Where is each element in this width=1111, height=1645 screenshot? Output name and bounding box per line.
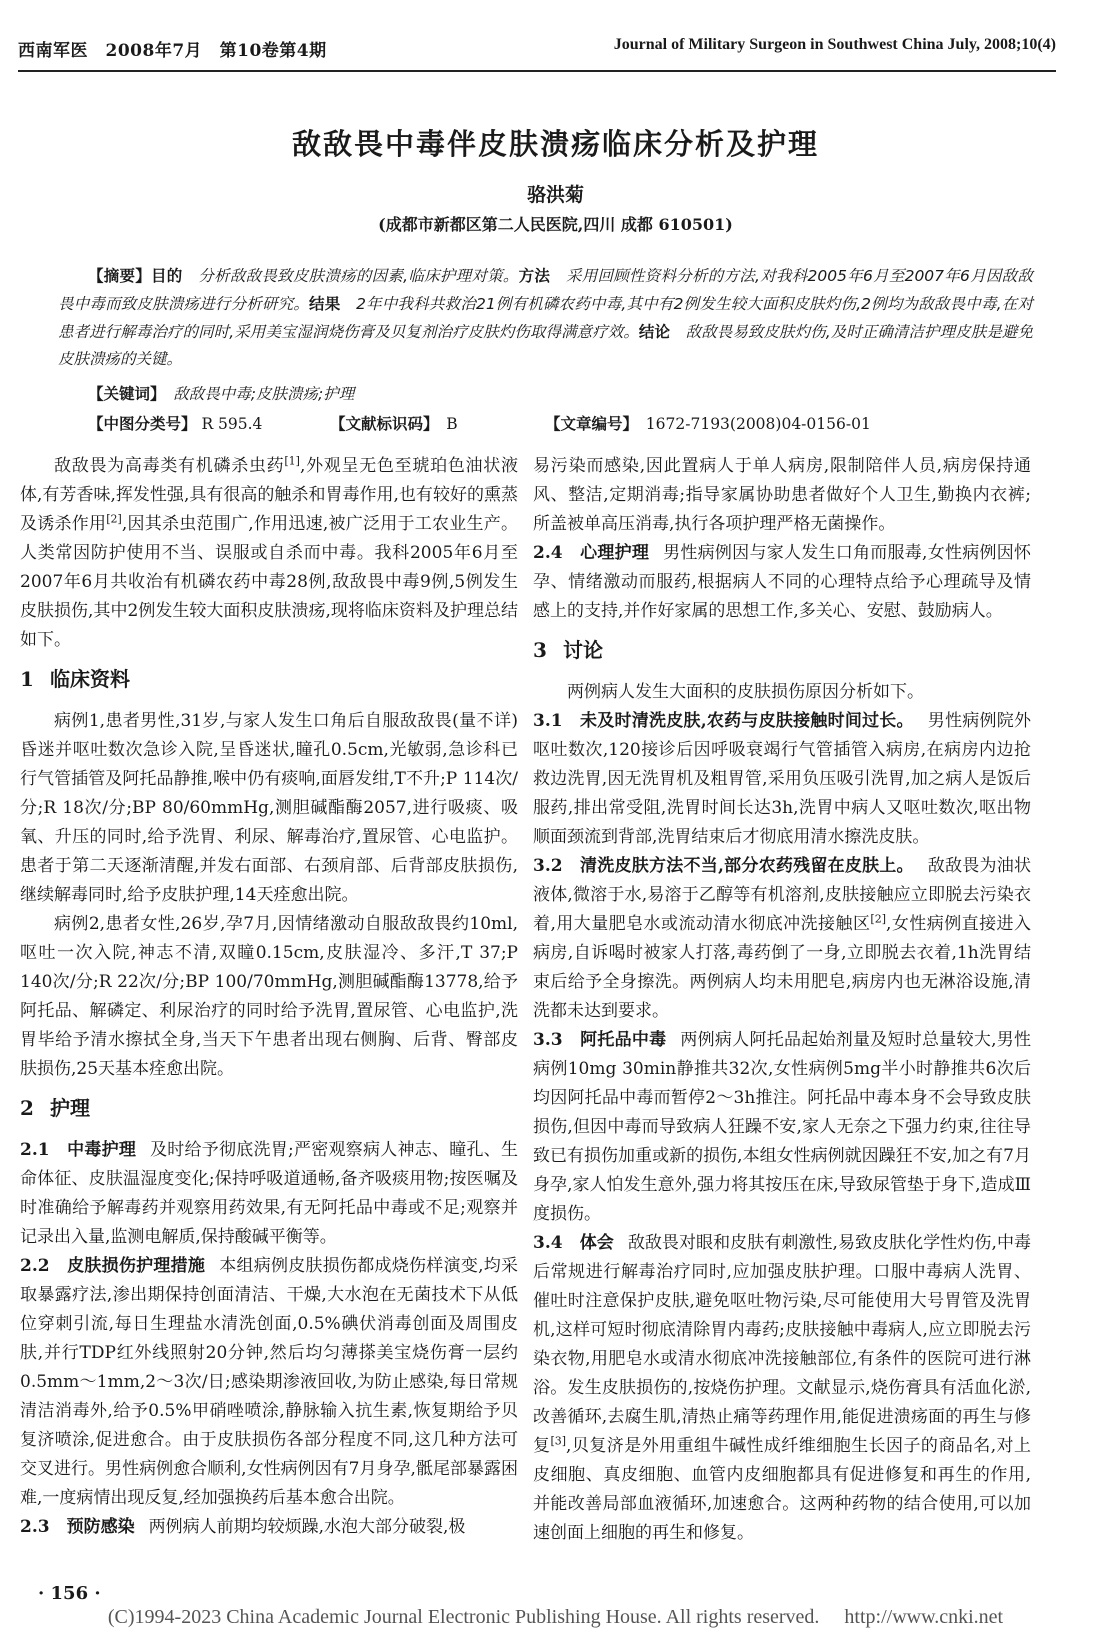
affiliation: (成都市新都区第二人民医院,四川 成都 610501) xyxy=(378,215,733,234)
para-2-4: 2.4 心理护理 男性病例因与家人发生口角而服毒,女性病例因怀孕、情绪激动而服药,根据病人不同的心理特点给予心理疏导及情感上的支持,并作好家属的思想工作,多关心、安慰、鼓励病人。 xyxy=(533,543,1032,621)
clc-value: R 595.4 xyxy=(201,415,263,433)
page-number: · 156 · xyxy=(38,1583,101,1604)
method-text: 采用回顾性资料分析的方法,对我科2005年6月至2007年6月因敌敌畏中毒而致皮肤溃疡进行分析研究。 xyxy=(58,267,1033,313)
case-1: 病例1,患者男性,31岁,与家人发生口角后自服敌敌畏(量不详)昏迷并呕吐数次急诊入院,呈昏迷状,瞳孔0.5cm,光敏弱,急诊科已行气管插管及阿托品静推,喉中仍有痰响,面唇发绀,T不升;P 114次/分;R 18次/分;BP 80/60mmHg,测胆碱酯酶2057,进行吸痰、吸氧、升压的同时,给予洗胃、利尿、解毒治疗,置尿管、心电监护。患者于第二天逐渐清醒,并发右面部、右颈肩部、后背部皮肤损伤,继续解毒同时,给予皮肤护理,14天痊愈出院。 xyxy=(20,711,518,905)
para-3-3: 3.3 阿托品中毒 两例病人阿托品起始剂量及短时总量较大,男性病例10mg 30min静推共32次,女性病例5mg半小时静推共6次后均因阿托品中毒而暂停2～3h推注。阿托品中毒本身不会导致皮肤损伤,但因中毒而导致病人狂躁不安,家人无奈之下强力约束,往往导致已有损伤加重或新的损伤,本组女性病例就因躁狂不安,加之有7月身孕,家人怕发生意外,强力将其按压在床,导致尿管垫于身下,造成Ⅲ度损伤。 xyxy=(533,1030,1032,1224)
journal-header-right: Journal of Military Surgeon in Southwest China July, 2008;10(4) xyxy=(613,36,1056,53)
abstract-label: 【摘要】 xyxy=(88,266,152,285)
citation-2: [2] xyxy=(106,512,122,526)
discussion-intro: 两例病人发生大面积的皮肤损伤原因分析如下。 xyxy=(567,682,924,702)
copyright-footer: (C)1994-2023 China Academic Journal Electronic Publishing House. All rights reserved. http://www.cnki.net xyxy=(107,1606,1004,1628)
keywords-text: 敌敌畏中毒;皮肤溃疡;护理 xyxy=(173,385,355,403)
keywords xyxy=(88,382,354,404)
intro-paragraph: 敌敌畏为高毒类有机磷杀虫药[1],外观呈无色至琥珀色油状液体,有芳香味,挥发性强,具有很高的触杀和胃毒作用,也有较好的熏蒸及诱杀作用[2],因其杀虫范围广,作用迅速,被广泛用于工农业生产。人类常因防护使用不当、误服或自杀而中毒。我科2005年6月至2007年6月共收治有机磷农药中毒28例,敌敌畏中毒9例,5例发生皮肤损伤,其中2例发生较大面积皮肤溃疡,现将临床资料及护理总结如下。 xyxy=(20,454,519,650)
header-rule xyxy=(18,70,1056,72)
art-label: 【文章编号】 xyxy=(545,414,631,433)
section-3-heading: 3 讨论 xyxy=(533,638,603,662)
citation-1: [1] xyxy=(284,454,300,468)
citation-2b: [2] xyxy=(870,912,886,926)
section-2-heading: 2 护理 xyxy=(20,1096,90,1120)
author: 骆洪菊 xyxy=(526,184,584,206)
purpose-label: 目的 xyxy=(151,266,183,285)
result-label: 结果 xyxy=(309,294,341,313)
keywords-label: 【关键词】 xyxy=(88,384,158,403)
clc-label: 【中图分类号】 xyxy=(88,414,197,433)
left-column xyxy=(20,452,518,1542)
conclusion-text: 敌敌畏易致皮肤灼伤,及时正确清洁护理皮肤是避免皮肤溃疡的关键。 xyxy=(58,323,1033,368)
method-label: 方法 xyxy=(518,266,551,285)
section-1-heading: 1 临床资料 xyxy=(20,667,130,691)
result-text: 2年中我科共救治21例有机磷农药中毒,其中有2例发生较大面积皮肤灼伤,2例均为敌敌畏中毒,在对患者进行解毒治疗的同时,采用美宝湿润烧伤膏及贝复剂治疗皮肤灼伤取得满意疗效。 xyxy=(58,295,1033,341)
doc-label: 【文献标识码】 xyxy=(330,414,431,433)
clc-number xyxy=(88,412,262,434)
doc-value: B xyxy=(446,415,458,433)
para-2-2: 2.2 皮肤损伤护理措施 本组病例皮肤损伤都成烧伤样演变,均采取暴露疗法,渗出期保持创面清洁、干燥,大水泡在无菌技术下从低位穿刺引流,每日生理盐水清洗创面,0.5%碘伏消毒创面及周围皮肤,并行TDP红外线照射20分钟,然后均匀薄搽美宝烧伤膏一层约0.5mm～1mm,2～3次/日;感染期渗液回收,为防止感染,每日常规清洁消毒外,给予0.5%甲硝唑喷涂,静脉输入抗生素,恢复期给予贝复济喷涂,促进愈合。由于皮肤损伤各部分程度不同,这几种方法可交叉进行。男性病例愈合顺利,女性病例因有7月身孕,骶尾部暴露困难,一度病情出现反复,经加强换药后基本愈合出院。 xyxy=(20,1256,519,1508)
para-2-3-cont: 易污染而感染,因此置病人于单人病房,限制陪伴人员,病房保持通风、整洁,定期消毒;指导家属协助患者做好个人卫生,勤换内衣裤;所盖被单高压消毒,执行各项护理严格无菌操作。 xyxy=(533,456,1031,534)
abstract xyxy=(58,262,1033,373)
art-value: 1672-7193(2008)04-0156-01 xyxy=(645,415,871,433)
conclusion-label: 结论 xyxy=(638,322,671,341)
article-number xyxy=(545,412,871,434)
article-title: 敌敌畏中毒伴皮肤溃疡临床分析及护理 xyxy=(291,127,819,161)
journal-header-left: 西南军医 2008年7月 第10卷第4期 xyxy=(18,41,327,61)
para-3-4: 3.4 体会 敌敌畏对眼和皮肤有刺激性,易致皮肤化学性灼伤,中毒后常规进行解毒治疗同时,应加强皮肤护理。口服中毒病人洗胃、催吐时注意保护皮肤,避免呕吐物污染,尽可能使用大号胃管及洗胃机,这样可短时彻底清除胃内毒药;皮肤接触中毒病人,应立即脱去污染衣物,用肥皂水或清水彻底冲洗接触部位,有条件的医院可进行淋浴。发生皮肤损伤的,按烧伤护理。文献显示,烧伤膏具有活血化淤,改善循环,去腐生肌,清热止痛等药理作用,能促进溃疡面的再生与修复[3],贝复济是外用重组牛碱性成纤维细胞生长因子的商品名,对上皮细胞、真皮细胞、血管内皮细胞都具有促进修复和再生的作用,并能改善局部血液循环,加速愈合。这两种药物的结合使用,可以加速创面上细胞的再生和修复。 xyxy=(533,1233,1031,1543)
purpose-text: 分析敌敌畏致皮肤溃疡的因素,临床护理对策。 xyxy=(198,267,519,285)
case-2: 病例2,患者女性,26岁,孕7月,因情绪激动自服敌敌畏约10ml,呕吐一次入院,神志不清,双瞳0.15cm,皮肤湿冷、多汗,T 37;P 140次/分;R 22次/分;BP 100/70mmHg,测胆碱酯酶13778,给予阿托品、解磷定、利尿治疗的同时给予洗胃,置尿管、心电监护,洗胃毕给予清水擦拭全身,当天下午患者出现右侧胸、后背、臀部皮肤损伤,25天基本痊愈出院。 xyxy=(20,914,518,1079)
document-code xyxy=(330,412,458,434)
right-column xyxy=(533,452,1031,1548)
para-3-2: 3.2 清洗皮肤方法不当,部分农药残留在皮肤上。 敌敌畏为油状液体,微溶于水,易溶于乙醇等有机溶剂,皮肤接触应立即脱去污染衣着,用大量肥皂水或流动清水彻底冲洗接触区[2],女性病例直接进入病房,自诉喝时被家人打落,毒药倒了一身,立即脱去衣着,1h洗胃结束后给予全身擦洗。两例病人均未用肥皂,病房内也无淋浴设施,清洗都未达到要求。 xyxy=(533,856,1032,1021)
citation-3: [3] xyxy=(550,1434,567,1448)
para-3-1: 3.1 未及时清洗皮肤,农药与皮肤接触时间过长。 男性病例院外呕吐数次,120接诊后因呼吸衰竭行气管插管入病房,在病房内边抢救边洗胃,因无洗胃机及粗胃管,采用负压吸引洗胃,加之病人是饭后服药,排出常受阻,洗胃时间长达3h,洗胃中病人又呕吐数次,呕出物顺面颈流到背部,洗胃结束后才彻底用清水擦洗皮肤。 xyxy=(533,711,1032,847)
para-2-3: 2.3 预防感染 两例病人前期均较烦躁,水泡大部分破裂,极 xyxy=(20,1517,466,1537)
para-2-1: 2.1 中毒护理 及时给予彻底洗胃;严密观察病人神志、瞳孔、生命体征、皮肤温湿度变化;保持呼吸道通畅,备齐吸痰用物;按医嘱及时准确给予解毒药并观察用药效果,有无阿托品中毒或不足;观察并记录出入量,监测电解质,保持酸碱平衡等。 xyxy=(20,1140,518,1247)
